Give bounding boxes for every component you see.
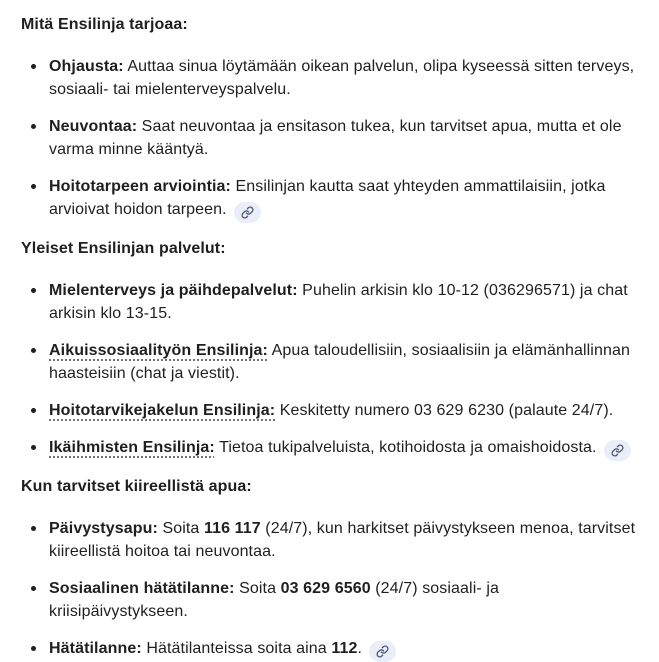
text-run: Keskitetty numero 03 629 6230 (palaute 24/7). (275, 402, 614, 419)
text-run: Apua taloudellisiin, sosiaalisiin ja elämänhallinnan haasteisiin (chat ja viestit). (49, 342, 630, 382)
list-item (21, 55, 638, 101)
text-run: Ensilinjan kautta saat yhteyden ammattilaisiin, jotka arvioivat hoidon tarpeen. (49, 178, 606, 218)
text-run: Saat neuvontaa ja ensitason tukea, kun tarvitset apua, mutta et ole varma minne kääntyä. (49, 118, 622, 158)
grounded-term[interactable]: Aikuissosiaalityön Ensilinja: (49, 342, 268, 359)
text-run: Hätätilanteissa soita aina (141, 640, 332, 657)
text-run: Auttaa sinua löytämään oikean palvelun, olipa kyseessä sitten terveys, sosiaali- tai mielenterveyspalvelu. (49, 58, 635, 98)
bold-term: Neuvontaa: (49, 118, 138, 135)
answer-section (21, 13, 638, 223)
text-run: Tietoa tukipalveluista, kotihoidosta ja omaishoidosta. (214, 439, 597, 456)
list-item (21, 436, 638, 461)
text-run: Soita (234, 580, 281, 597)
citation-chip[interactable] (369, 641, 396, 662)
text-run: (24/7) sosiaali- ja kriisipäivystykseen. (49, 580, 499, 620)
section-heading: Kun tarvitset kiireellistä apua: (21, 478, 252, 495)
list-item (21, 339, 638, 385)
list-item (21, 399, 638, 422)
citation-chip[interactable] (234, 202, 261, 223)
bold-term: Päivystysapu: (49, 520, 158, 537)
list-item (21, 637, 638, 662)
text-run: Soita (157, 520, 204, 537)
grounded-term[interactable]: Hoitotarvikejakelun Ensilinja: (49, 402, 276, 419)
bold-term: 116 117 (203, 520, 261, 537)
citation-chip[interactable] (604, 440, 631, 461)
bold-term: Hätätilanne: (49, 640, 142, 657)
bold-term: 112 (331, 640, 358, 657)
bold-term: 03 629 6560 (280, 580, 371, 597)
text-run: (24/7), kun harkitset päivystykseen menoa, tarvitset kiireellistä hoitoa tai neuvontaa. (49, 520, 636, 560)
bullet-list (21, 517, 638, 662)
text-run: . (357, 640, 363, 657)
list-item (21, 577, 638, 623)
answer-section (21, 237, 638, 461)
section-heading: Mitä Ensilinja tarjoaa: (21, 16, 188, 33)
link-icon (241, 206, 254, 219)
bold-term: Mielenterveys ja päihdepalvelut: (49, 282, 298, 299)
text-run: Puhelin arkisin klo 10-12 (036296571) ja chat arkisin klo 13-15. (49, 282, 628, 322)
list-item (21, 279, 638, 325)
bullet-list (21, 55, 638, 223)
section-heading: Yleiset Ensilinjan palvelut: (21, 240, 226, 257)
list-item (21, 115, 638, 161)
link-icon (611, 444, 624, 457)
bold-term: Hoitotarpeen arviointia: (49, 178, 231, 195)
bullet-list (21, 279, 638, 461)
list-item (21, 175, 638, 223)
bold-term: Sosiaalinen hätätilanne: (49, 580, 235, 597)
answer-section (21, 475, 638, 662)
link-icon (376, 645, 389, 658)
list-item (21, 517, 638, 563)
grounded-term[interactable]: Ikäihmisten Ensilinja: (49, 439, 215, 456)
bold-term: Ohjausta: (49, 58, 124, 75)
